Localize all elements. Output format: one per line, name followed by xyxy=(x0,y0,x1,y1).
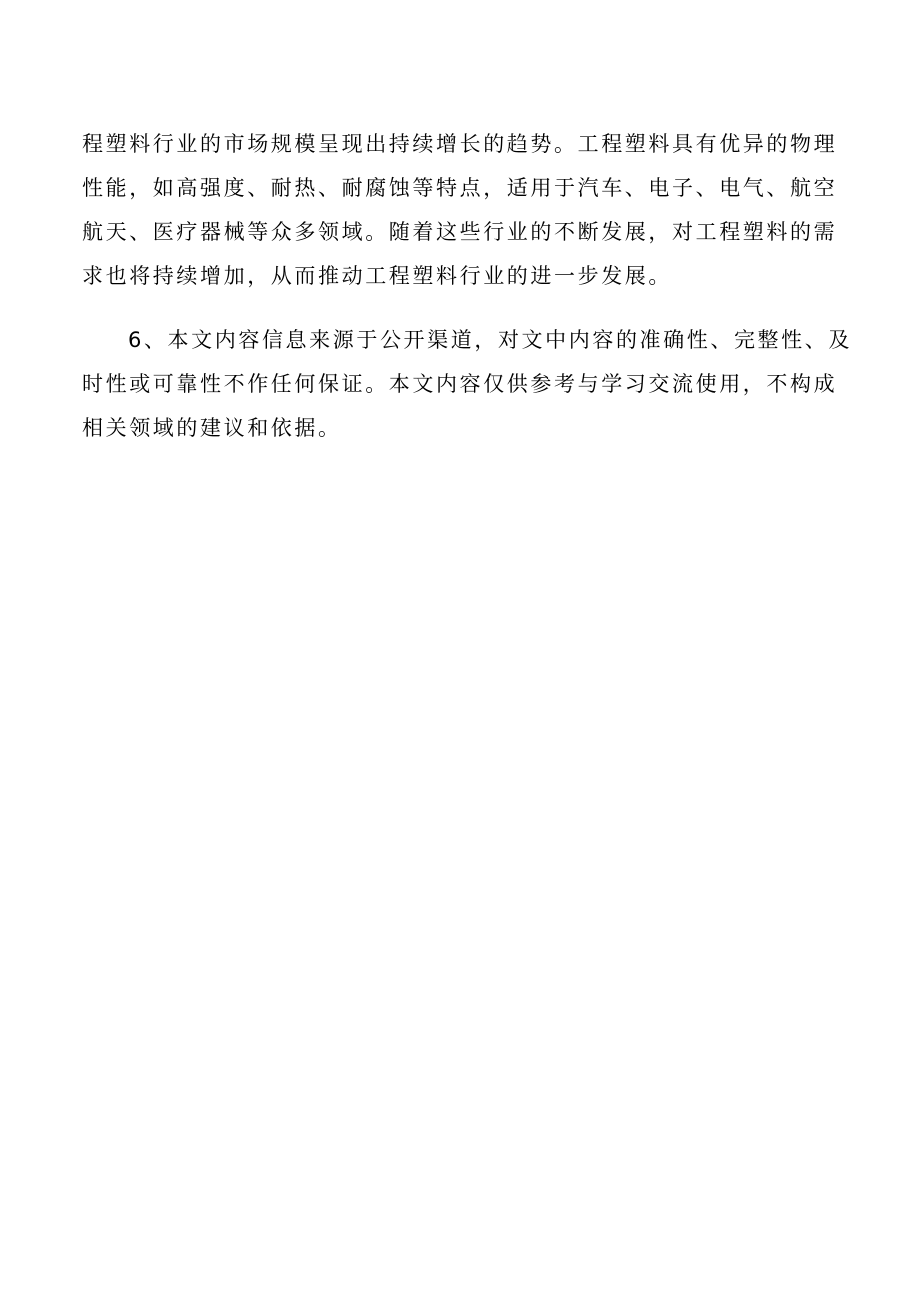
paragraph-line: 程塑料行业的市场规模呈现出持续增长的趋势。工程塑料具有优异的物理 xyxy=(82,132,838,156)
paragraph-line: 相关领域的建议和依据。 xyxy=(82,416,342,440)
paragraph-line: 求也将持续增加，从而推动工程塑料行业的进一步发展。 xyxy=(82,264,672,288)
paragraph-spacer xyxy=(82,298,834,318)
paragraph-disclaimer xyxy=(82,318,852,450)
paragraph-market-growth xyxy=(82,122,838,298)
paragraph-line: 性能，如高强度、耐热、耐腐蚀等特点，适用于汽车、电子、电气、航空 xyxy=(82,176,838,200)
document-body xyxy=(82,122,852,450)
paragraph-line: 时性或可靠性不作任何保证。本文内容仅供参考与学习交流使用，不构成 xyxy=(82,372,838,396)
paragraph-line: 6、本文内容信息来源于公开渠道，对文中内容的准确性、完整性、及 xyxy=(128,328,852,352)
paragraph-line: 航天、医疗器械等众多领域。随着这些行业的不断发展，对工程塑料的需 xyxy=(82,220,838,244)
